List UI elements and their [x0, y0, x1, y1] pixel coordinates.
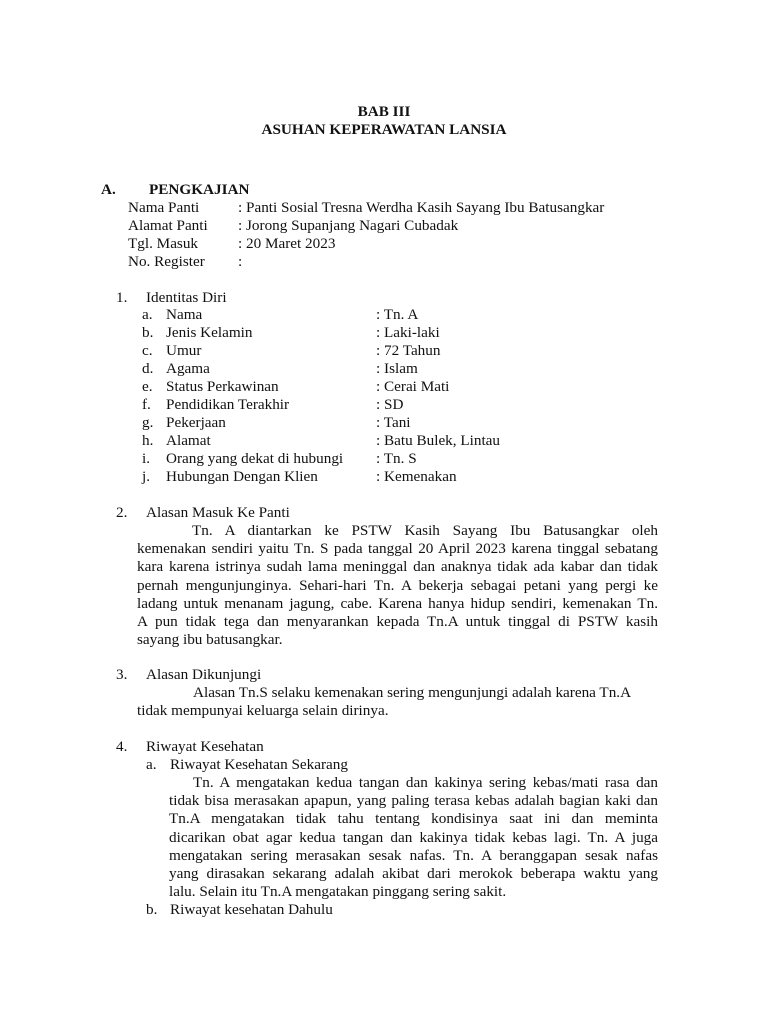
section-a-heading: PENGKAJIAN	[149, 181, 250, 198]
item-number: 3.	[116, 666, 128, 683]
identity-value: : Batu Bulek, Lintau	[376, 432, 501, 449]
paragraph-line: A pun tidak tega dan menyarankan kepada Tn.A untuk tinggal di PSTW kasih	[137, 612, 658, 630]
list-letter: h.	[142, 432, 154, 449]
identity-label: Pendidikan Terakhir	[166, 396, 290, 413]
paragraph-line: Tn.A mengatakan tidak tahu tentang kondisinya saat ini dan meminta	[169, 810, 658, 828]
list-letter: b.	[146, 901, 158, 918]
paragraph-line: pernah mengunjunginya. Sehari-hari Tn. A bekerja sebagai petani yang pergi ke	[137, 576, 658, 594]
item-heading: Alasan Masuk Ke Panti	[146, 504, 290, 521]
paragraph-line: Alasan Tn.S selaku kemenakan sering mengunjungi adalah karena Tn.A	[193, 684, 632, 701]
identity-label: Status Perkawinan	[166, 378, 279, 395]
list-letter: a.	[142, 306, 153, 323]
list-letter: c.	[142, 342, 153, 359]
riwayat-sekarang-paragraph	[169, 774, 658, 901]
paragraph-line: yang dirasakan sekarang adalah akibat dari merokok beberapa waktu yang	[169, 864, 658, 882]
item-number: 4.	[116, 738, 128, 755]
paragraph-line: sayang ibu batusangkar.	[137, 631, 283, 649]
info-label: Nama Panti	[128, 199, 200, 216]
info-label: No. Register	[128, 253, 205, 270]
identity-label: Alamat	[166, 432, 211, 449]
list-letter: g.	[142, 414, 154, 431]
paragraph-line: tidak bisa merasakan apapun, yang paling terasa kebas adalah bagian kaki dan	[169, 792, 658, 810]
list-letter: b.	[142, 324, 154, 341]
item-number: 2.	[116, 504, 128, 521]
item-heading: Riwayat Kesehatan	[146, 738, 264, 755]
list-letter: a.	[146, 756, 157, 773]
identity-label: Pekerjaan	[166, 414, 226, 431]
info-value: : Panti Sosial Tresna Werdha Kasih Sayang Ibu Batusangkar	[238, 199, 605, 216]
paragraph-line: Tn. A diantarkan ke PSTW Kasih Sayang Ibu Batusangkar oleh	[192, 522, 658, 539]
identity-value: : Cerai Mati	[376, 378, 450, 395]
section-a-letter: A.	[101, 181, 116, 198]
identity-label: Jenis Kelamin	[166, 324, 253, 341]
identity-value: : Laki-laki	[376, 324, 440, 341]
item-heading: Alasan Dikunjungi	[146, 666, 262, 683]
item-heading: Identitas Diri	[146, 289, 227, 306]
paragraph-line: ladang untuk menanam jagung, cabe. Karena hanya hidup sendiri, kemenakan Tn.	[137, 594, 658, 612]
list-letter: e.	[142, 378, 153, 395]
identity-value: : Tani	[376, 414, 411, 431]
list-letter: d.	[142, 360, 154, 377]
paragraph-line: tidak mempunyai keluarga selain dirinya.	[137, 702, 389, 719]
identity-value: : Tn. S	[376, 450, 417, 467]
identity-label: Agama	[166, 360, 210, 377]
identity-value: : Tn. A	[376, 306, 419, 323]
list-letter: j.	[142, 468, 151, 485]
paragraph-line: kemenakan sendiri yaitu Tn. S pada tanggal 20 April 2023 karena tinggal sebatang	[137, 540, 658, 558]
paragraph-line: dicarikan obat agar kedua tangan dan kakinya tidak kebas lagi. Tn. A juga	[169, 828, 658, 846]
identity-label: Hubungan Dengan Klien	[166, 468, 318, 485]
identity-label: Umur	[166, 342, 202, 359]
identity-value: : 72 Tahun	[376, 342, 441, 359]
identity-value: : Kemenakan	[376, 468, 457, 485]
paragraph-line: Tn. A mengatakan kedua tangan dan kakinya sering kebas/mati rasa dan	[193, 774, 658, 791]
subsection-heading: Riwayat Kesehatan Sekarang	[170, 756, 348, 773]
info-value: :	[238, 253, 243, 270]
info-label: Tgl. Masuk	[128, 235, 199, 252]
paragraph-line: kara karena istrinya sudah lama meninggal dan anaknya tidak ada kabar dan tidak	[137, 558, 658, 576]
paragraph-line: lalu. Selain itu Tn.A mengatakan pinggang sering sakit.	[169, 883, 507, 901]
item-number: 1.	[116, 289, 128, 306]
paragraph-line: mengatakan sering merasakan sesak nafas. Tn. A beranggapan sesak nafas	[169, 846, 658, 864]
subsection-heading: Riwayat kesehatan Dahulu	[170, 901, 333, 918]
info-value: : 20 Maret 2023	[238, 235, 336, 252]
info-label: Alamat Panti	[128, 217, 208, 234]
identity-label: Orang yang dekat di hubungi	[166, 450, 344, 467]
identity-value: : Islam	[376, 360, 418, 377]
list-letter: f.	[142, 396, 151, 413]
list-letter: i.	[142, 450, 151, 467]
chapter-subtitle: ASUHAN KEPERAWATAN LANSIA	[261, 121, 507, 138]
identity-label: Nama	[166, 306, 203, 323]
info-value: : Jorong Supanjang Nagari Cubadak	[238, 217, 459, 234]
chapter-title: BAB III	[357, 103, 411, 120]
identity-value: : SD	[376, 396, 404, 413]
alasan-masuk-paragraph	[137, 522, 658, 649]
